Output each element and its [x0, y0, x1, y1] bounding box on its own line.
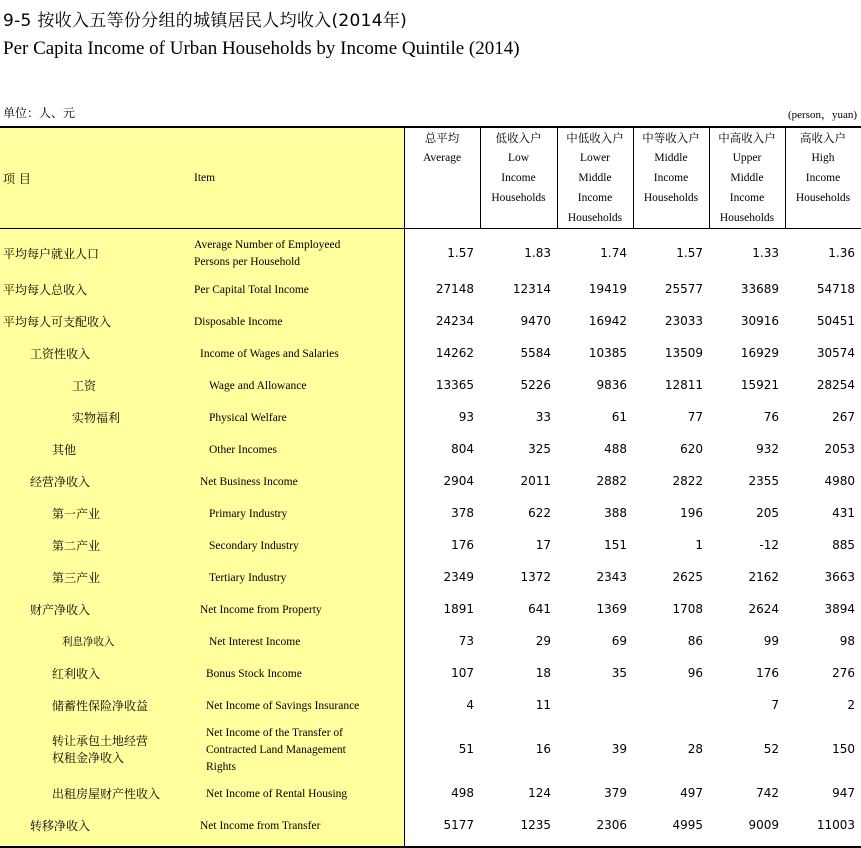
cell-value: 325 [528, 442, 551, 456]
cell-value: 13365 [435, 378, 474, 392]
cell-value: 1.57 [676, 246, 703, 260]
cell-value: 93 [458, 410, 474, 424]
row-label-en: Net Income from Transfer [200, 819, 321, 832]
cell-value: 196 [680, 506, 703, 520]
row-label-cn: 出租房屋财产性收入 [52, 786, 161, 801]
cell-value: 2904 [443, 474, 474, 488]
column-header-en: Middle [730, 172, 764, 184]
cell-value: 99 [763, 634, 779, 648]
cell-value: 1708 [672, 602, 703, 616]
cell-value: 497 [680, 786, 703, 800]
cell-value: 9836 [596, 378, 627, 392]
cell-value: 2355 [748, 474, 779, 488]
column-header-en: Middle [654, 152, 688, 164]
row-label-cn: 工资 [72, 378, 97, 393]
header-item-en: Item [194, 172, 216, 184]
cell-value: 498 [451, 786, 474, 800]
cell-value: 1.83 [524, 246, 551, 260]
column-header-cn: 中高收入户 [718, 131, 776, 145]
cell-value: 885 [832, 538, 855, 552]
cell-value: 2 [847, 698, 855, 712]
row-label-cn: 第三产业 [52, 570, 101, 585]
cell-value: 16929 [740, 346, 779, 360]
cell-value: 1235 [520, 818, 551, 832]
cell-value: 1.36 [828, 246, 855, 260]
cell-value: 4 [466, 698, 474, 712]
column-header-cn: 总平均 [424, 131, 460, 145]
cell-value: 23033 [664, 314, 703, 328]
cell-value: 742 [756, 786, 779, 800]
cell-value: 1.33 [752, 246, 779, 260]
cell-value: 378 [451, 506, 474, 520]
cell-value: 51 [458, 742, 474, 756]
cell-value: 804 [451, 442, 474, 456]
cell-value: 11003 [816, 818, 855, 832]
cell-value: 1 [695, 538, 703, 552]
column-header-cn: 中低收入户 [566, 131, 624, 145]
cell-value: 35 [611, 666, 627, 680]
cell-value: 18 [535, 666, 551, 680]
cell-value: 39 [611, 742, 627, 756]
column-header-en: Average [422, 152, 462, 164]
cell-value: 54718 [816, 282, 855, 296]
row-label-en: Average Number of Employeed Persons per Household [194, 239, 341, 268]
cell-value: 76 [763, 410, 779, 424]
column-header-en: Households [795, 192, 851, 204]
cell-value: 14262 [435, 346, 474, 360]
cell-value: 641 [528, 602, 551, 616]
cell-value: 2053 [824, 442, 855, 456]
cell-value: 98 [839, 634, 855, 648]
column-header-en: Lower [579, 152, 610, 164]
cell-value: 267 [832, 410, 855, 424]
cell-value: 19419 [588, 282, 627, 296]
cell-value: 13509 [664, 346, 703, 360]
column-header-en: Households [491, 192, 546, 204]
cell-value: 29 [535, 634, 551, 648]
cell-value: 947 [832, 786, 855, 800]
row-label-cn: 其他 [52, 442, 77, 457]
row-label-en: Tertiary Industry [209, 571, 287, 584]
cell-value: 30574 [816, 346, 855, 360]
column-header [557, 128, 633, 228]
cell-value: 28 [687, 742, 703, 756]
cell-value: 5584 [520, 346, 551, 360]
cell-value: 9470 [520, 314, 551, 328]
row-label-en: Net Income of the Transfer of Contracted Land Management Rights [206, 726, 346, 773]
column-header [404, 128, 480, 228]
cell-value: 2625 [672, 570, 703, 584]
row-label-cn: 储蓄性保险净收益 [52, 698, 149, 713]
cell-value: 2306 [596, 818, 627, 832]
header-item-cn: 项 目 [3, 172, 31, 186]
cell-value: 488 [604, 442, 627, 456]
unit-label-en: (person，yuan) [787, 109, 857, 121]
column-header [633, 128, 709, 228]
column-header-en: Households [567, 212, 623, 224]
cell-value: 5177 [443, 818, 474, 832]
cell-value: 2011 [520, 474, 551, 488]
row-label-cn: 红利收入 [52, 666, 101, 681]
cell-value: 5226 [520, 378, 551, 392]
row-label-cn: 转让承包土地经营 权租金净收入 [52, 734, 149, 765]
cell-value: 3894 [824, 602, 855, 616]
cell-value: 1891 [443, 602, 474, 616]
cell-value: 1.57 [447, 246, 474, 260]
cell-value: 15921 [740, 378, 779, 392]
cell-value: 1.74 [600, 246, 627, 260]
cell-value: 3663 [824, 570, 855, 584]
cell-value: 69 [611, 634, 627, 648]
column-header-cn: 高收入户 [800, 131, 846, 145]
table-title-en: Per Capita Income of Urban Households by Income Quintile (2014) [3, 38, 520, 59]
row-label-en: Wage and Allowance [209, 379, 307, 392]
cell-value: 431 [832, 506, 855, 520]
cell-value: 24234 [435, 314, 474, 328]
row-label-en: Other Incomes [209, 443, 278, 456]
cell-value: 276 [832, 666, 855, 680]
cell-value: 4995 [672, 818, 703, 832]
cell-value: -12 [759, 538, 779, 552]
cell-value: 2882 [596, 474, 627, 488]
row-label-en: Secondary Industry [209, 539, 299, 552]
column-header-en: Households [643, 192, 699, 204]
cell-value: 388 [604, 506, 627, 520]
cell-value: 96 [687, 666, 703, 680]
cell-value: 620 [680, 442, 703, 456]
cell-value: 4980 [824, 474, 855, 488]
cell-value: 2624 [748, 602, 779, 616]
cell-value: 379 [604, 786, 627, 800]
cell-value: 25577 [664, 282, 703, 296]
row-label-cn: 利息净收入 [62, 635, 115, 648]
cell-value: 73 [458, 634, 474, 648]
cell-value: 17 [535, 538, 551, 552]
row-label-en: Income of Wages and Salaries [200, 347, 339, 360]
cell-value: 2162 [748, 570, 779, 584]
column-header [480, 128, 557, 228]
cell-value: 150 [832, 742, 855, 756]
column-header-en: Middle [578, 172, 612, 184]
column-header-en: Income [805, 172, 841, 184]
row-label-en: Bonus Stock Income [206, 667, 302, 680]
cell-value: 107 [451, 666, 474, 680]
row-label-cn: 实物福利 [72, 410, 121, 425]
row-label-cn: 平均每人总收入 [3, 282, 88, 297]
cell-value: 77 [687, 410, 703, 424]
column-header-en: Households [719, 212, 775, 224]
cell-value: 7 [771, 698, 779, 712]
row-label-cn: 工资性收入 [30, 346, 91, 361]
cell-value: 932 [756, 442, 779, 456]
cell-value: 2822 [672, 474, 703, 488]
row-label-cn: 平均每人可支配收入 [3, 314, 112, 329]
row-label-en: Per Capital Total Income [194, 283, 309, 296]
cell-value: 33689 [740, 282, 779, 296]
cell-value: 16 [535, 742, 551, 756]
row-label-en: Physical Welfare [209, 411, 287, 424]
row-label-en: Net Business Income [200, 475, 298, 488]
cell-value: 124 [528, 786, 551, 800]
column-header [785, 128, 861, 228]
cell-value: 16942 [588, 314, 627, 328]
column-header-en: Income [729, 192, 765, 204]
cell-value: 151 [604, 538, 627, 552]
row-label-en: Net Income from Property [200, 603, 322, 616]
cell-value: 86 [687, 634, 703, 648]
row-label-cn: 经营净收入 [30, 474, 91, 489]
column-header-cn: 低收入户 [495, 131, 542, 145]
row-label-cn: 转移净收入 [30, 818, 91, 833]
cell-value: 1369 [596, 602, 627, 616]
cell-value: 2349 [443, 570, 474, 584]
row-label-cn: 第二产业 [52, 538, 101, 553]
row-label-cn: 第一产业 [52, 506, 101, 521]
header-rule [0, 228, 861, 229]
cell-value: 11 [535, 698, 551, 712]
cell-value: 61 [611, 410, 627, 424]
cell-value: 176 [756, 666, 779, 680]
cell-value: 33 [535, 410, 551, 424]
cell-value: 27148 [435, 282, 474, 296]
column-header-en: Income [577, 192, 613, 204]
cell-value: 12314 [512, 282, 551, 296]
column-header [709, 128, 785, 228]
row-label-en: Net Income of Rental Housing [206, 787, 348, 800]
row-label-cn: 平均每户就业人口 [3, 246, 100, 261]
cell-value: 10385 [588, 346, 627, 360]
cell-value: 205 [756, 506, 779, 520]
cell-value: 30916 [740, 314, 779, 328]
cell-value: 12811 [664, 378, 703, 392]
column-header-en: Upper [732, 152, 762, 164]
column-header-en: High [811, 152, 835, 164]
cell-value: 622 [528, 506, 551, 520]
row-label-cn: 财产净收入 [30, 602, 91, 617]
column-header-en: Income [501, 172, 536, 184]
row-label-en: Net Interest Income [209, 635, 301, 648]
row-label-en: Primary Industry [209, 507, 288, 520]
column-header-cn: 中等收入户 [642, 131, 700, 145]
cell-value: 176 [451, 538, 474, 552]
cell-value: 2343 [596, 570, 627, 584]
column-header-en: Low [507, 152, 530, 164]
cell-value: 50451 [816, 314, 855, 328]
column-header-en: Income [653, 172, 689, 184]
cell-value: 52 [763, 742, 779, 756]
cell-value: 1372 [520, 570, 551, 584]
row-label-en: Disposable Income [194, 315, 283, 328]
table-title-cn: 9-5 按收入五等份分组的城镇居民人均收入(2014年) [3, 11, 408, 31]
cell-value: 28254 [816, 378, 855, 392]
cell-value: 9009 [748, 818, 779, 832]
row-label-en: Net Income of Savings Insurance [206, 699, 360, 712]
unit-label-cn: 单位：人、元 [3, 106, 76, 120]
